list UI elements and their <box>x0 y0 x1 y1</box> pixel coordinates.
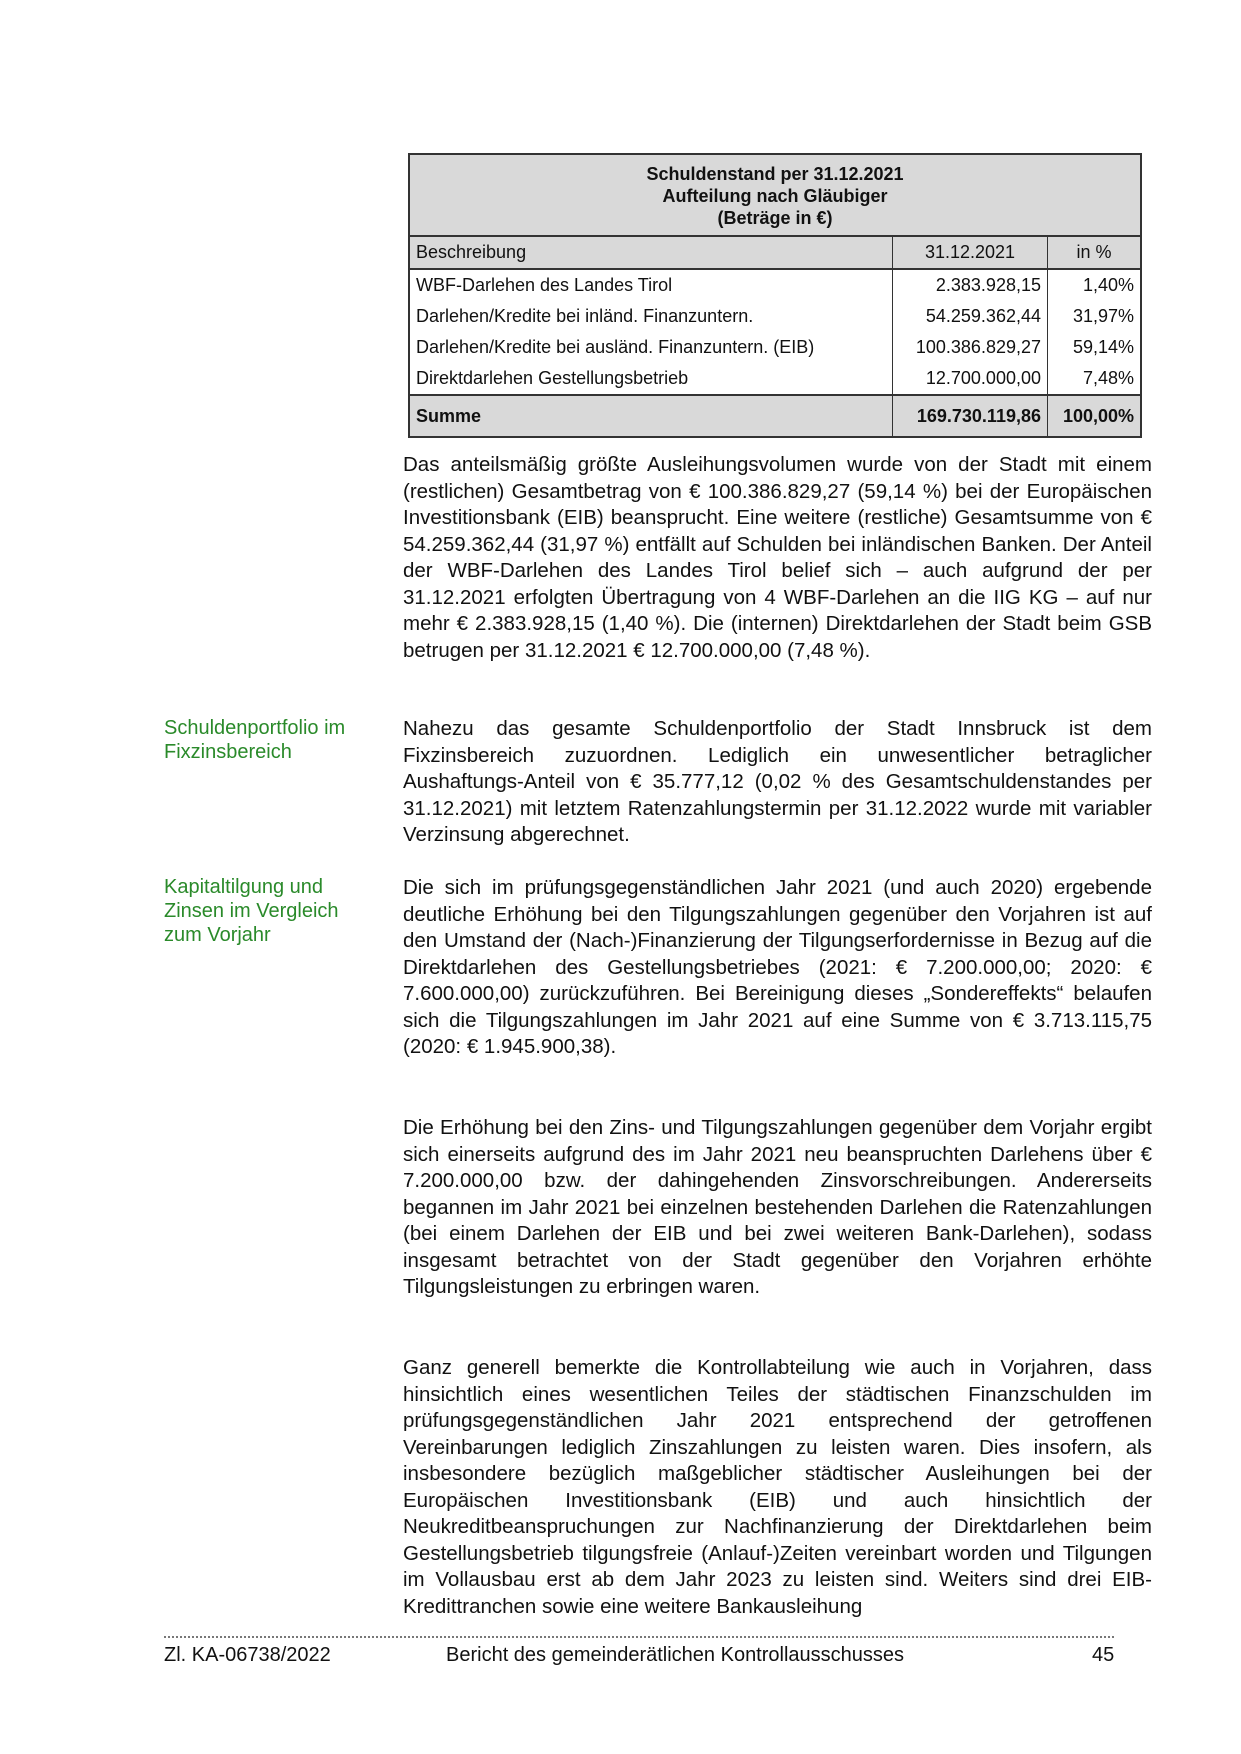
col-header: 31.12.2021 <box>893 236 1048 269</box>
debt-table <box>408 153 1142 438</box>
cell: 100,00% <box>1048 395 1142 437</box>
cell: 2.383.928,15 <box>893 269 1048 301</box>
table-row <box>409 269 1141 301</box>
cell: WBF-Darlehen des Landes Tirol <box>416 275 673 295</box>
cell: 169.730.119,86 <box>893 395 1048 437</box>
paragraph: Ganz generell bemerkte die Kontrollabteilung wie auch in Vorjahren, dass hinsichtlich eines wesentlichen Teiles der städtischen Finanzschulden im prüfungsgegenständlichen Jahr 2021 entsprechend der getroffenen Vereinbarungen lediglich Zinszahlungen zu leisten waren. Dies insofern, als insbesondere bezüglich maßgeblicher städtischer Ausleihungen bei der Europäischen Investitionsbank (EIB) und auch hinsichtlich der Neukreditbeanspruchungen zur Nachfinanzierung der Direktdarlehen beim Gestellungsbetrieb tilgungsfreie (Anlauf-)Zeiten vereinbart worden und Tilgungen im Vollausbau erst ab dem Jahr 2023 zu leisten sind. Weiters sind drei EIB-Kredittranchen sowie eine weitere Bankausleihung <box>403 1356 1152 1618</box>
cell: 1,40% <box>1048 269 1142 301</box>
cell: Summe <box>409 395 893 437</box>
paragraph: Das anteilsmäßig größte Ausleihungsvolumen wurde von der Stadt mit einem (restlichen) Gesamtbetrag von € 100.386.829,27 (59,14 %) bei der Europäischen Investitionsbank (EIB) beansprucht. Eine weitere (restliche) Gesamtsumme von € 54.259.362,44 (31,97 %) entfällt auf Schulden bei inländischen Banken. Der Anteil der WBF-Darlehen des Landes Tirol belief sich – auch aufgrund der per 31.12.2021 erfolgten Übertragung von 4 WBF-Darlehen an die IIG KG – auf nur mehr € 2.383.928,15 (1,40 %). Die (internen) Direktdarlehen der Stadt beim GSB betrugen per 31.12.2021 € 12.700.000,00 (7,48 %). <box>403 453 1152 662</box>
title-line: Schuldenstand per 31.12.2021 <box>646 164 904 184</box>
cell: 100.386.829,27 <box>893 332 1048 363</box>
cell: 7,48% <box>1048 363 1142 395</box>
table-row <box>409 301 1141 332</box>
title-line: Aufteilung nach Gläubiger <box>662 186 888 206</box>
side-heading: Kapitaltilgung und Zinsen im Vergleich zum Vorjahr <box>164 876 339 946</box>
footer-reference: Zl. KA-06738/2022 <box>164 1644 331 1666</box>
cell: 12.700.000,00 <box>893 363 1048 395</box>
footer-divider <box>164 1636 1114 1638</box>
paragraph: Nahezu das gesamte Schuldenportfolio der Stadt Innsbruck ist dem Fixzinsbereich zuzuordnen. Lediglich ein unwesentlicher betraglicher Aushaftungs-Anteil von € 35.777,12 (0,02 % des Gesamtschuldenstandes per 31.12.2021) mit letztem Ratenzahlungstermin per 31.12.2022 wurde mit variabler Verzinsung abgerechnet. <box>403 717 1152 846</box>
cell: Direktdarlehen Gestellungsbetrieb <box>416 368 689 388</box>
cell: Darlehen/Kredite bei ausländ. Finanzuntern. (EIB) <box>416 337 815 357</box>
cell: 31,97% <box>1048 301 1142 332</box>
table-row <box>409 363 1141 395</box>
col-header: Beschreibung <box>409 236 893 269</box>
page-number: 45 <box>1092 1644 1115 1666</box>
sum-row <box>409 395 1141 437</box>
title-line: (Beträge in €) <box>717 208 833 228</box>
cell: Darlehen/Kredite bei inländ. Finanzuntern. <box>416 306 754 326</box>
table-header <box>409 236 1141 269</box>
table-title <box>409 154 1141 236</box>
paragraph: Die Erhöhung bei den Zins- und Tilgungszahlungen gegenüber dem Vorjahr ergibt sich einerseits aufgrund des im Jahr 2021 neu beanspruchten Darlehens über € 7.200.000,00 bzw. der dahingehenden Zinsvorschreibungen. Andererseits begannen im Jahr 2021 bei einzelnen bestehenden Darlehen die Ratenzahlungen (bei einem Darlehen der EIB und bei zwei weiteren Bank-Darlehen), sodass insgesamt betrachtet von der Stadt gegenüber den Vorjahren erhöhte Tilgungsleistungen zu erbringen waren. <box>403 1116 1152 1298</box>
side-heading: Schuldenportfolio im Fixzinsbereich <box>164 717 346 763</box>
paragraph: Die sich im prüfungsgegenständlichen Jahr 2021 (und auch 2020) ergebende deutliche Erhöhung bei den Tilgungszahlungen gegenüber den Vorjahren ist auf den Umstand der (Nach-)Finanzierung der Tilgungserfordernisse in Bezug auf die Direktdarlehen des Gestellungsbetriebes (2021: € 7.200.000,00; 2020: € 7.600.000,00) zurückzuführen. Bei Bereinigung dieses „Sondereffekts“ belaufen sich die Tilgungszahlungen im Jahr 2021 auf eine Summe von € 3.713.115,75 (2020: € 1.945.900,38). <box>403 876 1152 1058</box>
table-row <box>409 332 1141 363</box>
cell: 54.259.362,44 <box>893 301 1048 332</box>
cell: 59,14% <box>1048 332 1142 363</box>
footer-title: Bericht des gemeinderätlichen Kontrollausschusses <box>446 1644 905 1666</box>
col-header: in % <box>1048 236 1142 269</box>
